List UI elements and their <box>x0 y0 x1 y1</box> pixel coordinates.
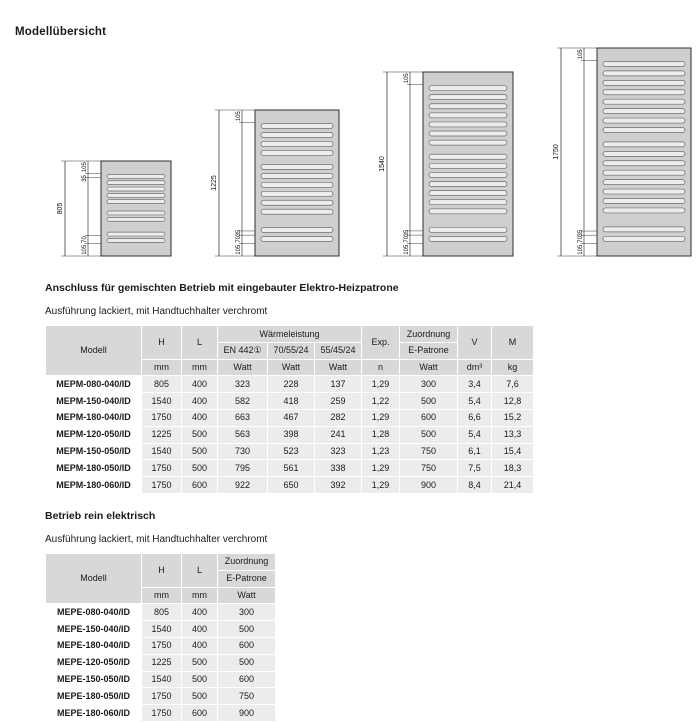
value-cell: 5,4 <box>458 426 492 443</box>
value-cell: 500 <box>400 393 458 410</box>
value-cell: 398 <box>268 426 315 443</box>
section1-heading: Anschluss für gemischten Betrieb mit eingebauter Elektro-Heizpatrone <box>45 282 399 294</box>
radiator-slat <box>107 193 165 197</box>
col-exp: Exp. <box>362 326 400 360</box>
value-cell: 1,23 <box>362 443 400 460</box>
radiator-slat <box>429 209 507 214</box>
radiator-slat <box>261 200 333 205</box>
value-cell: 137 <box>315 376 362 393</box>
dimension-label: 70 <box>236 235 242 243</box>
col-modell: Modell <box>46 326 142 376</box>
col-v: V <box>458 326 492 360</box>
value-cell: 1540 <box>142 393 182 410</box>
value-cell: 1540 <box>142 443 182 460</box>
value-cell: 8,4 <box>458 477 492 494</box>
dimension-label: 105 <box>82 244 88 255</box>
radiator-slat <box>429 86 507 91</box>
radiator-slat <box>261 173 333 178</box>
value-cell: 400 <box>182 637 218 654</box>
value-cell: 500 <box>182 443 218 460</box>
model-cell: MEPM-180-040/ID <box>46 409 142 426</box>
section2-subheading: Ausführung lackiert, mit Handtuchhalter verchromt <box>45 533 268 545</box>
dimension-label: 105 <box>578 244 584 255</box>
value-cell: 500 <box>182 426 218 443</box>
value-cell: 400 <box>182 409 218 426</box>
radiator-slat <box>429 113 507 118</box>
radiator-slat <box>429 154 507 159</box>
dimension-label: 35 <box>578 229 584 237</box>
dimension-label: 105 <box>236 111 242 122</box>
radiator-slat <box>261 237 333 242</box>
unit-epatrone: Watt <box>400 359 458 376</box>
value-cell: 561 <box>268 460 315 477</box>
value-cell: 6,6 <box>458 409 492 426</box>
value-cell: 1750 <box>142 477 182 494</box>
radiator-slat <box>107 174 165 178</box>
radiator-slat <box>603 151 685 156</box>
radiator-drawing <box>209 106 341 261</box>
col-h: H <box>142 553 182 587</box>
value-cell: 922 <box>218 477 268 494</box>
radiator-diagram <box>377 68 515 266</box>
value-cell: 15,4 <box>492 443 534 460</box>
model-overview-diagrams <box>55 44 680 266</box>
col-epatrone: E-Patrone <box>400 342 458 359</box>
radiator-drawing <box>55 157 173 261</box>
radiator-slat <box>603 208 685 213</box>
value-cell: 400 <box>182 604 218 621</box>
radiator-diagram <box>551 44 693 266</box>
value-cell: 300 <box>400 376 458 393</box>
radiator-slat <box>261 228 333 233</box>
value-cell: 1540 <box>142 621 182 638</box>
radiator-slat <box>603 127 685 132</box>
table-row <box>46 426 534 443</box>
model-cell: MEPE-080-040/ID <box>46 604 142 621</box>
value-cell: 500 <box>182 671 218 688</box>
value-cell: 523 <box>268 443 315 460</box>
radiator-slat <box>603 71 685 76</box>
value-cell: 228 <box>268 376 315 393</box>
radiator-slat <box>107 238 165 242</box>
radiator-slat <box>603 227 685 232</box>
dimension-label: 70 <box>578 236 584 243</box>
radiator-slat <box>429 163 507 168</box>
col-epatrone: E-Patrone <box>218 570 276 587</box>
table-row <box>46 376 534 393</box>
unit-l: mm <box>182 587 218 604</box>
table-row <box>46 654 276 671</box>
radiator-slat <box>107 217 165 221</box>
table-row <box>46 460 534 477</box>
value-cell: 1225 <box>142 426 182 443</box>
value-cell: 338 <box>315 460 362 477</box>
value-cell: 500 <box>218 654 276 671</box>
value-cell: 13,3 <box>492 426 534 443</box>
radiator-slat <box>107 200 165 204</box>
radiator-slat <box>429 104 507 109</box>
value-cell: 1,29 <box>362 376 400 393</box>
value-cell: 7,6 <box>492 376 534 393</box>
model-cell: MEPM-180-050/ID <box>46 460 142 477</box>
unit-epatrone: Watt <box>218 587 276 604</box>
value-cell: 1,29 <box>362 460 400 477</box>
unit-exp: n <box>362 359 400 376</box>
table2-body <box>46 604 276 722</box>
radiator-slat <box>429 182 507 187</box>
radiator-slat <box>603 170 685 175</box>
value-cell: 400 <box>182 393 218 410</box>
radiator-slat <box>261 209 333 214</box>
radiator-slat <box>429 191 507 196</box>
radiator-drawing <box>377 68 515 261</box>
col-zuordnung: Zuordnung <box>218 553 276 570</box>
value-cell: 500 <box>182 460 218 477</box>
value-cell: 1750 <box>142 705 182 722</box>
unit-h: mm <box>142 587 182 604</box>
radiator-slat <box>429 227 507 232</box>
value-cell: 795 <box>218 460 268 477</box>
radiator-drawing <box>551 44 693 261</box>
table-row <box>46 443 534 460</box>
radiator-slat <box>107 232 165 236</box>
radiator-slat <box>261 141 333 146</box>
total-height-label: 1225 <box>211 175 218 191</box>
value-cell: 241 <box>315 426 362 443</box>
radiator-slat <box>603 142 685 147</box>
radiator-slat <box>261 182 333 187</box>
total-height-label: 1540 <box>379 156 386 172</box>
col-en442: EN 442① <box>218 342 268 359</box>
table-row <box>46 393 534 410</box>
table-row <box>46 705 276 722</box>
model-cell: MEPM-150-040/ID <box>46 393 142 410</box>
value-cell: 3,4 <box>458 376 492 393</box>
value-cell: 600 <box>400 409 458 426</box>
value-cell: 900 <box>400 477 458 494</box>
radiator-slat <box>429 95 507 100</box>
col-waermeleistung: Wärmeleistung <box>218 326 362 343</box>
section-mixed-operation <box>15 282 680 494</box>
radiator-slat <box>261 191 333 196</box>
unit-l: mm <box>182 359 218 376</box>
radiator-slat <box>603 99 685 104</box>
unit-v: dm³ <box>458 359 492 376</box>
section1-subheading: Ausführung lackiert, mit Handtuchhalter verchromt <box>45 306 268 317</box>
model-cell: MEPE-180-040/ID <box>46 637 142 654</box>
radiator-slat <box>603 189 685 194</box>
dimension-label: 70 <box>82 236 88 243</box>
radiator-slat <box>429 131 507 136</box>
value-cell: 12,8 <box>492 393 534 410</box>
mixed-operation-table <box>45 325 534 494</box>
radiator-slat <box>107 187 165 191</box>
unit-en442: Watt <box>218 359 268 376</box>
radiator-slat <box>107 211 165 215</box>
col-55-45-24: 55/45/24 <box>315 342 362 359</box>
value-cell: 750 <box>218 688 276 705</box>
table-row <box>46 688 276 705</box>
value-cell: 1,29 <box>362 409 400 426</box>
table-row <box>46 477 534 494</box>
value-cell: 1540 <box>142 671 182 688</box>
table-row <box>46 621 276 638</box>
value-cell: 1,22 <box>362 393 400 410</box>
value-cell: 18,3 <box>492 460 534 477</box>
unit-h: mm <box>142 359 182 376</box>
col-l: L <box>182 553 218 587</box>
model-cell: MEPM-150-050/ID <box>46 443 142 460</box>
table-row <box>46 604 276 621</box>
col-70-55-24: 70/55/24 <box>268 342 315 359</box>
section2-heading: Betrieb rein elektrisch <box>45 509 156 522</box>
model-cell: MEPE-120-050/ID <box>46 654 142 671</box>
table1-body <box>46 376 534 494</box>
radiator-slat <box>603 161 685 166</box>
radiator-slat <box>603 180 685 185</box>
radiator-slat <box>603 118 685 123</box>
value-cell: 1225 <box>142 654 182 671</box>
dimension-label: 105 <box>404 244 410 255</box>
value-cell: 400 <box>182 376 218 393</box>
value-cell: 21,4 <box>492 477 534 494</box>
value-cell: 5,4 <box>458 393 492 410</box>
dimension-label: 105 <box>82 162 88 173</box>
radiator-slat <box>261 124 333 129</box>
dimension-label: 35 <box>236 229 242 237</box>
col-l: L <box>182 326 218 360</box>
dimension-label: 105 <box>236 244 242 255</box>
radiator-slat <box>429 200 507 205</box>
unit-55-45-24: Watt <box>315 359 362 376</box>
value-cell: 900 <box>218 705 276 722</box>
value-cell: 500 <box>218 621 276 638</box>
model-cell: MEPE-150-050/ID <box>46 671 142 688</box>
table2-header <box>46 553 276 603</box>
radiator-slat <box>261 132 333 137</box>
value-cell: 805 <box>142 376 182 393</box>
table-row <box>46 409 534 426</box>
value-cell: 467 <box>268 409 315 426</box>
value-cell: 500 <box>182 688 218 705</box>
value-cell: 259 <box>315 393 362 410</box>
col-modell: Modell <box>46 553 142 603</box>
page-title: Modellübersicht <box>15 26 107 38</box>
value-cell: 750 <box>400 443 458 460</box>
value-cell: 418 <box>268 393 315 410</box>
col-h: H <box>142 326 182 360</box>
radiator-slat <box>603 61 685 66</box>
radiator-slat <box>261 164 333 169</box>
model-cell: MEPM-180-060/ID <box>46 477 142 494</box>
radiator-diagram <box>209 106 341 266</box>
unit-m: kg <box>492 359 534 376</box>
table-row <box>46 671 276 688</box>
value-cell: 600 <box>218 671 276 688</box>
electric-only-table <box>45 553 276 722</box>
value-cell: 582 <box>218 393 268 410</box>
total-height-label: 1750 <box>553 144 560 160</box>
radiator-slat <box>603 236 685 241</box>
value-cell: 7,5 <box>458 460 492 477</box>
value-cell: 500 <box>400 426 458 443</box>
unit-70-55-24: Watt <box>268 359 315 376</box>
value-cell: 6,1 <box>458 443 492 460</box>
col-m: M <box>492 326 534 360</box>
value-cell: 282 <box>315 409 362 426</box>
value-cell: 300 <box>218 604 276 621</box>
table1-header <box>46 326 534 376</box>
radiator-slat <box>603 198 685 203</box>
radiator-slat <box>429 172 507 177</box>
model-cell: MEPM-120-050/ID <box>46 426 142 443</box>
value-cell: 600 <box>218 637 276 654</box>
radiator-slat <box>429 140 507 145</box>
value-cell: 1,29 <box>362 477 400 494</box>
radiator-slat <box>603 109 685 114</box>
col-zuordnung: Zuordnung <box>400 326 458 343</box>
value-cell: 1750 <box>142 637 182 654</box>
table-row <box>46 637 276 654</box>
value-cell: 750 <box>400 460 458 477</box>
value-cell: 663 <box>218 409 268 426</box>
radiator-slat <box>603 90 685 95</box>
model-cell: MEPE-180-060/ID <box>46 705 142 722</box>
dimension-label: 105 <box>578 49 584 60</box>
value-cell: 600 <box>182 477 218 494</box>
radiator-diagram <box>55 157 173 266</box>
model-cell: MEPE-150-040/ID <box>46 621 142 638</box>
value-cell: 323 <box>315 443 362 460</box>
radiator-slat <box>603 80 685 85</box>
total-height-label: 805 <box>57 202 64 215</box>
model-cell: MEPM-080-040/ID <box>46 376 142 393</box>
radiator-slat <box>429 122 507 127</box>
value-cell: 650 <box>268 477 315 494</box>
value-cell: 500 <box>182 654 218 671</box>
dimension-label: 105 <box>404 73 410 84</box>
dimension-label: 70 <box>404 235 410 243</box>
value-cell: 563 <box>218 426 268 443</box>
dimension-label: 35 <box>404 229 410 237</box>
dimension-label: 35 <box>82 175 88 182</box>
value-cell: 805 <box>142 604 182 621</box>
value-cell: 1,28 <box>362 426 400 443</box>
radiator-slat <box>107 181 165 185</box>
radiator-slat <box>429 236 507 241</box>
value-cell: 1750 <box>142 460 182 477</box>
model-cell: MEPE-180-050/ID <box>46 688 142 705</box>
value-cell: 392 <box>315 477 362 494</box>
value-cell: 400 <box>182 621 218 638</box>
value-cell: 600 <box>182 705 218 722</box>
section-electric-only <box>15 510 680 722</box>
value-cell: 730 <box>218 443 268 460</box>
radiator-slat <box>261 150 333 155</box>
value-cell: 15,2 <box>492 409 534 426</box>
value-cell: 323 <box>218 376 268 393</box>
value-cell: 1750 <box>142 409 182 426</box>
value-cell: 1750 <box>142 688 182 705</box>
